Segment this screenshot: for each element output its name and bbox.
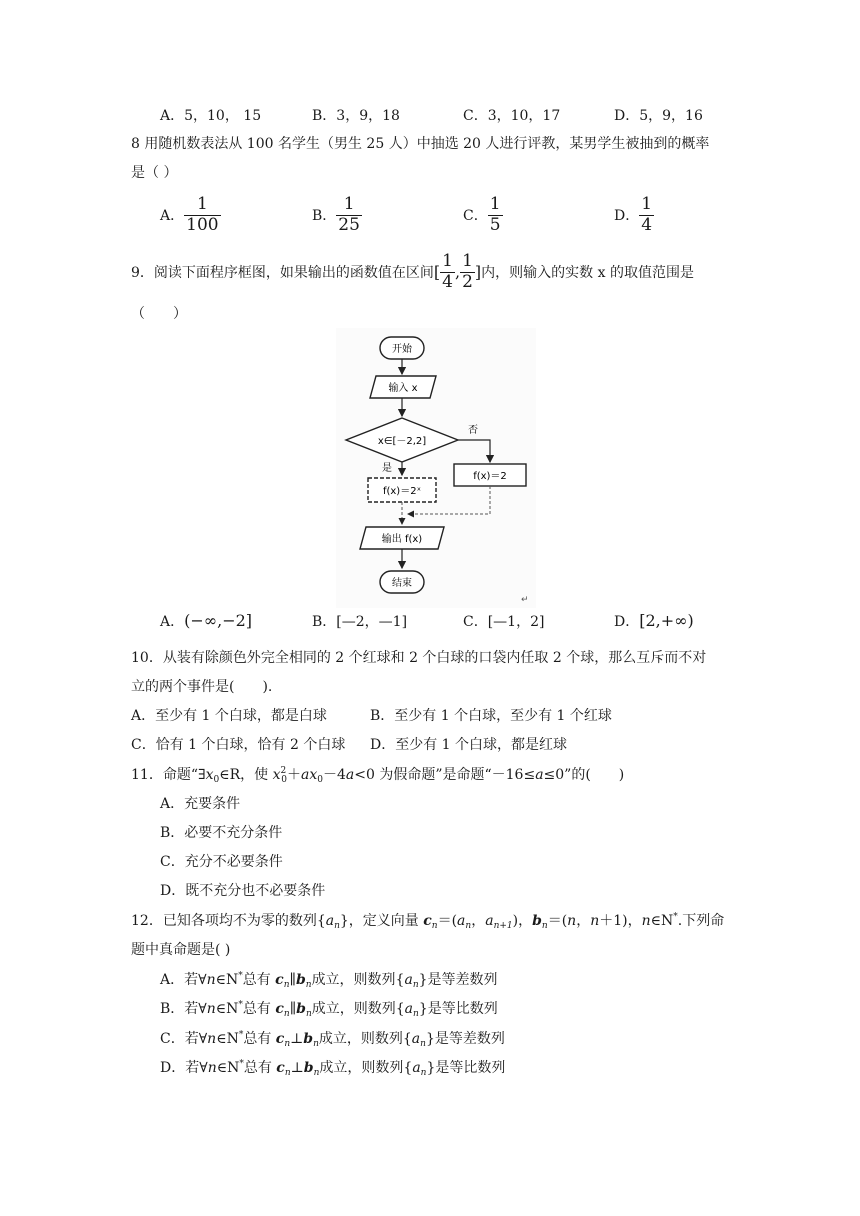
q10-stem-line2: 立的两个事件是( ). xyxy=(131,679,273,695)
output-label: 输出 f(x) xyxy=(381,534,423,545)
q12-option-a: A．若∀n∈N*总有 $c_n\parallel b_n$成立，则数列$\{a_n\}$是等差数列 xyxy=(160,971,498,990)
q8-option-b: B． $\frac{1}{25}$ xyxy=(312,194,360,235)
q10-option-a: A．至少有 1 个白球，都是白球 xyxy=(131,708,327,724)
box-yes-label: f(x)＝2ˣ xyxy=(382,486,422,497)
q10-options-row2 xyxy=(131,734,568,754)
q11-option-a: A．充要条件 xyxy=(160,796,241,812)
q9-option-c: C．[—1，2] xyxy=(463,614,545,630)
no-label: 否 xyxy=(468,425,478,436)
return-mark: ↵ xyxy=(521,595,529,605)
q8-options xyxy=(160,195,740,241)
q10-options-row1 xyxy=(131,705,612,725)
condition-label: x∈[－2,2] xyxy=(377,436,427,447)
q9-options xyxy=(160,611,740,635)
q8-stem-line2: 是（ ） xyxy=(131,165,178,181)
q9-paren: （ ） xyxy=(131,306,187,322)
q8-option-a: A． $\frac{1}{100}$ xyxy=(160,194,219,235)
q10-option-d: D．至少有 1 个白球，都是红球 xyxy=(370,737,568,753)
fraction: $\frac{1}{4}$ xyxy=(442,251,453,292)
q7-option-c: C．3，10，17 xyxy=(463,108,561,124)
flowchart xyxy=(336,328,536,608)
fraction: $\frac{1}{25}$ xyxy=(338,194,360,235)
q9-stem: 9．阅读下面程序框图，如果输出的函数值在区间[ $\frac{1}{4}$ , $\frac{1}{2}$ ]内，则输入的实数 x 的取值范围是 xyxy=(131,251,694,292)
q12-option-c: C．若∀n∈N*总有 $c_n\perp b_n$成立，则数列$\{a_n\}$是等差数列 xyxy=(160,1030,505,1049)
q12-option-b: B．若∀n∈N*总有 $c_n\parallel b_n$成立，则数列$\{a_n\}$是等比数列 xyxy=(160,1000,498,1019)
q7-options xyxy=(160,105,740,129)
q7-option-b: B．3，9，18 xyxy=(312,108,400,124)
q10-option-c: C．恰有 1 个白球，恰有 2 个白球 xyxy=(131,737,346,753)
q12-stem-line2: 题中真命题是( ) xyxy=(131,942,231,958)
fraction: $\frac{1}{2}$ xyxy=(462,251,473,292)
q7-option-d: D．5，9，16 xyxy=(614,108,703,124)
q8-option-d: D． $\frac{1}{4}$ xyxy=(614,194,653,235)
yes-label: 是 xyxy=(382,463,392,474)
q8-option-c: C． $\frac{1}{5}$ xyxy=(463,194,501,235)
q9-option-b: B．[—2，—1] xyxy=(312,614,408,630)
q9-option-a: A．(−∞,−2] xyxy=(160,611,253,630)
box-no-label: f(x)＝2 xyxy=(473,471,507,482)
q7-option-a: A．5，10， 15 xyxy=(160,108,262,124)
q9-option-d: D．[2,+∞) xyxy=(614,611,694,630)
q12-option-d: D．若∀n∈N*总有 $c_n\perp b_n$成立，则数列$\{a_n\}$是等比数列 xyxy=(160,1059,506,1078)
q11-option-d: D．既不充分也不必要条件 xyxy=(160,883,326,899)
fraction: $\frac{1}{4}$ xyxy=(641,194,653,235)
end-label: 结束 xyxy=(392,578,412,589)
q12-stem-line1: 12．已知各项均不为零的数列$\{a_n\}$，定义向量 $c_n=(a_n$，$a_{n+1}$)，$b_n=(n$，n＋1)，n∈N*.下列命 xyxy=(131,912,725,931)
fraction: $\frac{1}{100}$ xyxy=(186,194,219,235)
q10-stem-line1: 10．从装有除颜色外完全相同的 2 个红球和 2 个白球的口袋内任取 2 个球，那么互斥而不对 xyxy=(131,650,707,666)
q10-option-b: B．至少有 1 个白球，至少有 1 个红球 xyxy=(370,708,612,724)
input-label: 输入 x xyxy=(388,383,418,394)
q11-stem: 11．命题“$\exists x_0\in R$，使 $x^2_0+ax_0-4a<0$ 为假命题”是命题“－16≤a≤0”的( ) xyxy=(131,766,625,785)
q11-option-b: B．必要不充分条件 xyxy=(160,825,283,841)
q11-option-c: C．充分不必要条件 xyxy=(160,854,283,870)
q8-stem-line1: 8 用随机数表法从 100 名学生（男生 25 人）中抽选 20 人进行评教，某男学生被抽到的概率 xyxy=(131,136,710,152)
start-label: 开始 xyxy=(392,344,412,355)
fraction: $\frac{1}{5}$ xyxy=(489,194,501,235)
